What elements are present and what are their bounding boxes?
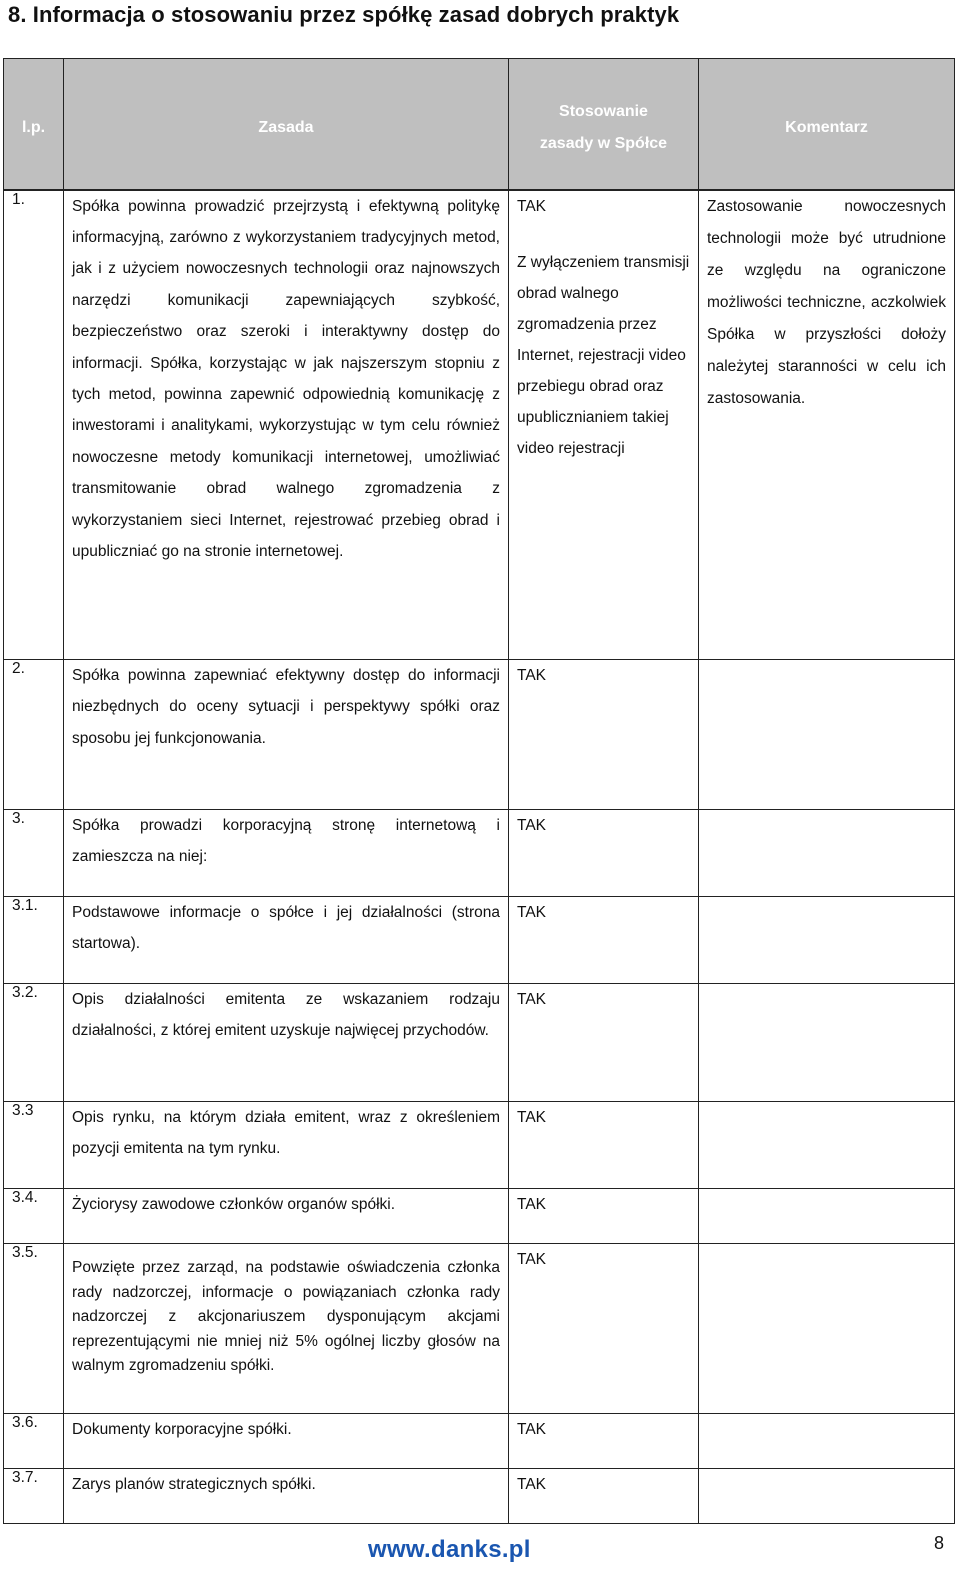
header-application-line1: Stosowanie: [559, 102, 648, 120]
page-number: 8: [934, 1533, 945, 1553]
rule-text: Podstawowe informacje o spółce i jej działalności (strona startowa).: [64, 897, 509, 984]
rule-text: Powzięte przez zarząd, na podstawie oświadczenia członka rady nadzorczej, informacje o powiązaniach członka rady nadzorczej z akcjonariuszem dysponującym akcjami reprezentującymi nie mniej niż 5% ogólnej liczby głosów na walnym zgromadzeniu spółki.: [64, 1244, 509, 1414]
comment-cell: [699, 1102, 955, 1189]
rule-text: Życiorysy zawodowe członków organów spółki.: [64, 1189, 509, 1244]
comment-cell: [699, 897, 955, 984]
application-detail: Z wyłączeniem transmisji obrad walnego zgromadzenia przez Internet, rejestracji video przebiegu obrad oraz upublicznianiem takiej video rejestracji: [517, 253, 690, 457]
header-application-line2: zasady w Spółce: [539, 134, 668, 152]
application-status: TAK: [509, 1189, 699, 1244]
application-status: TAK: [509, 660, 699, 810]
table-row: [4, 1469, 955, 1524]
comment-cell: [699, 1469, 955, 1524]
application-status: TAK: [509, 897, 699, 984]
table-header: [4, 59, 955, 190]
comment-cell: [699, 810, 955, 897]
comment-text: Zastosowanie nowoczesnych technologii może być utrudnione ze względu na ograniczone możliwości techniczne, aczkolwiek Spółka w przyszłości dołoży należytej staranności w celu ich zastosowania.: [699, 190, 955, 660]
rule-text: Spółka powinna prowadzić przejrzystą i efektywną politykę informacyjną, zarówno z wykorzystaniem tradycyjnych metod, jak i z użyciem nowoczesnych technologii oraz najnowszych narzędzi komunikacji zapewniających szybkość, bezpieczeństwo oraz szeroki i interaktywny dostęp do informacji. Spółka, korzystając w jak najszerszym stopniu z tych metod, powinna zapewnić odpowiednią komunikację z inwestorami i analitykami, wykorzystując w tym celu również nowoczesne metody komunikacji internetowej, umożliwiać transmitowanie obrad walnego zgromadzenia z wykorzystaniem sieci Internet, rejestrować przebieg obrad i upubliczniać go na stronie internetowej.: [64, 190, 509, 660]
application-status: TAK: [509, 810, 699, 897]
row-number: 1.: [4, 190, 64, 660]
section-title: 8. Informacja o stosowaniu przez spółkę zasad dobrych praktyk: [8, 2, 680, 27]
application-status: TAK: [509, 1414, 699, 1469]
comment-cell: [699, 1189, 955, 1244]
rule-text: Opis rynku, na którym działa emitent, wraz z określeniem pozycji emitenta na tym rynku.: [64, 1102, 509, 1189]
row-number: 3.4.: [4, 1189, 64, 1244]
rule-text: Dokumenty korporacyjne spółki.: [64, 1414, 509, 1469]
row-number: 3.3: [4, 1102, 64, 1189]
header-application: [509, 59, 699, 190]
application-status: TAK: [509, 1102, 699, 1189]
table-row: [4, 1414, 955, 1469]
row-number: 3.2.: [4, 984, 64, 1102]
table-row: [4, 190, 955, 660]
rule-text: Opis działalności emitenta ze wskazaniem rodzaju działalności, z której emitent uzyskuje najwięcej przychodów.: [64, 984, 509, 1102]
header-lp: l.p.: [4, 59, 64, 190]
application-cell: [509, 190, 699, 660]
row-number: 3.7.: [4, 1469, 64, 1524]
rule-text: Spółka powinna zapewniać efektywny dostęp do informacji niezbędnych do oceny sytuacji i perspektywy spółki oraz sposobu jej funkcjonowania.: [64, 660, 509, 810]
table-row: [4, 984, 955, 1102]
application-status: TAK: [509, 984, 699, 1102]
table-row: [4, 810, 955, 897]
row-number: 2.: [4, 660, 64, 810]
row-number: 3.1.: [4, 897, 64, 984]
row-number: 3.5.: [4, 1244, 64, 1414]
comment-cell: [699, 1414, 955, 1469]
table-row: [4, 897, 955, 984]
website-link[interactable]: www.danks.pl: [368, 1536, 531, 1563]
row-number: 3.6.: [4, 1414, 64, 1469]
rule-text: Spółka prowadzi korporacyjną stronę internetową i zamieszcza na niej:: [64, 810, 509, 897]
comment-cell: [699, 984, 955, 1102]
rule-text: Zarys planów strategicznych spółki.: [64, 1469, 509, 1524]
table-row: [4, 1244, 955, 1414]
row-number: 3.: [4, 810, 64, 897]
header-comment: Komentarz: [699, 59, 955, 190]
table-row: [4, 1102, 955, 1189]
application-status: TAK: [509, 1469, 699, 1524]
table-row: [4, 660, 955, 810]
comment-cell: [699, 660, 955, 810]
table-row: [4, 1189, 955, 1244]
rules-table: [3, 58, 955, 1524]
header-rule: Zasada: [64, 59, 509, 190]
application-status: TAK: [517, 197, 546, 215]
comment-cell: [699, 1244, 955, 1414]
application-status: TAK: [509, 1244, 699, 1414]
